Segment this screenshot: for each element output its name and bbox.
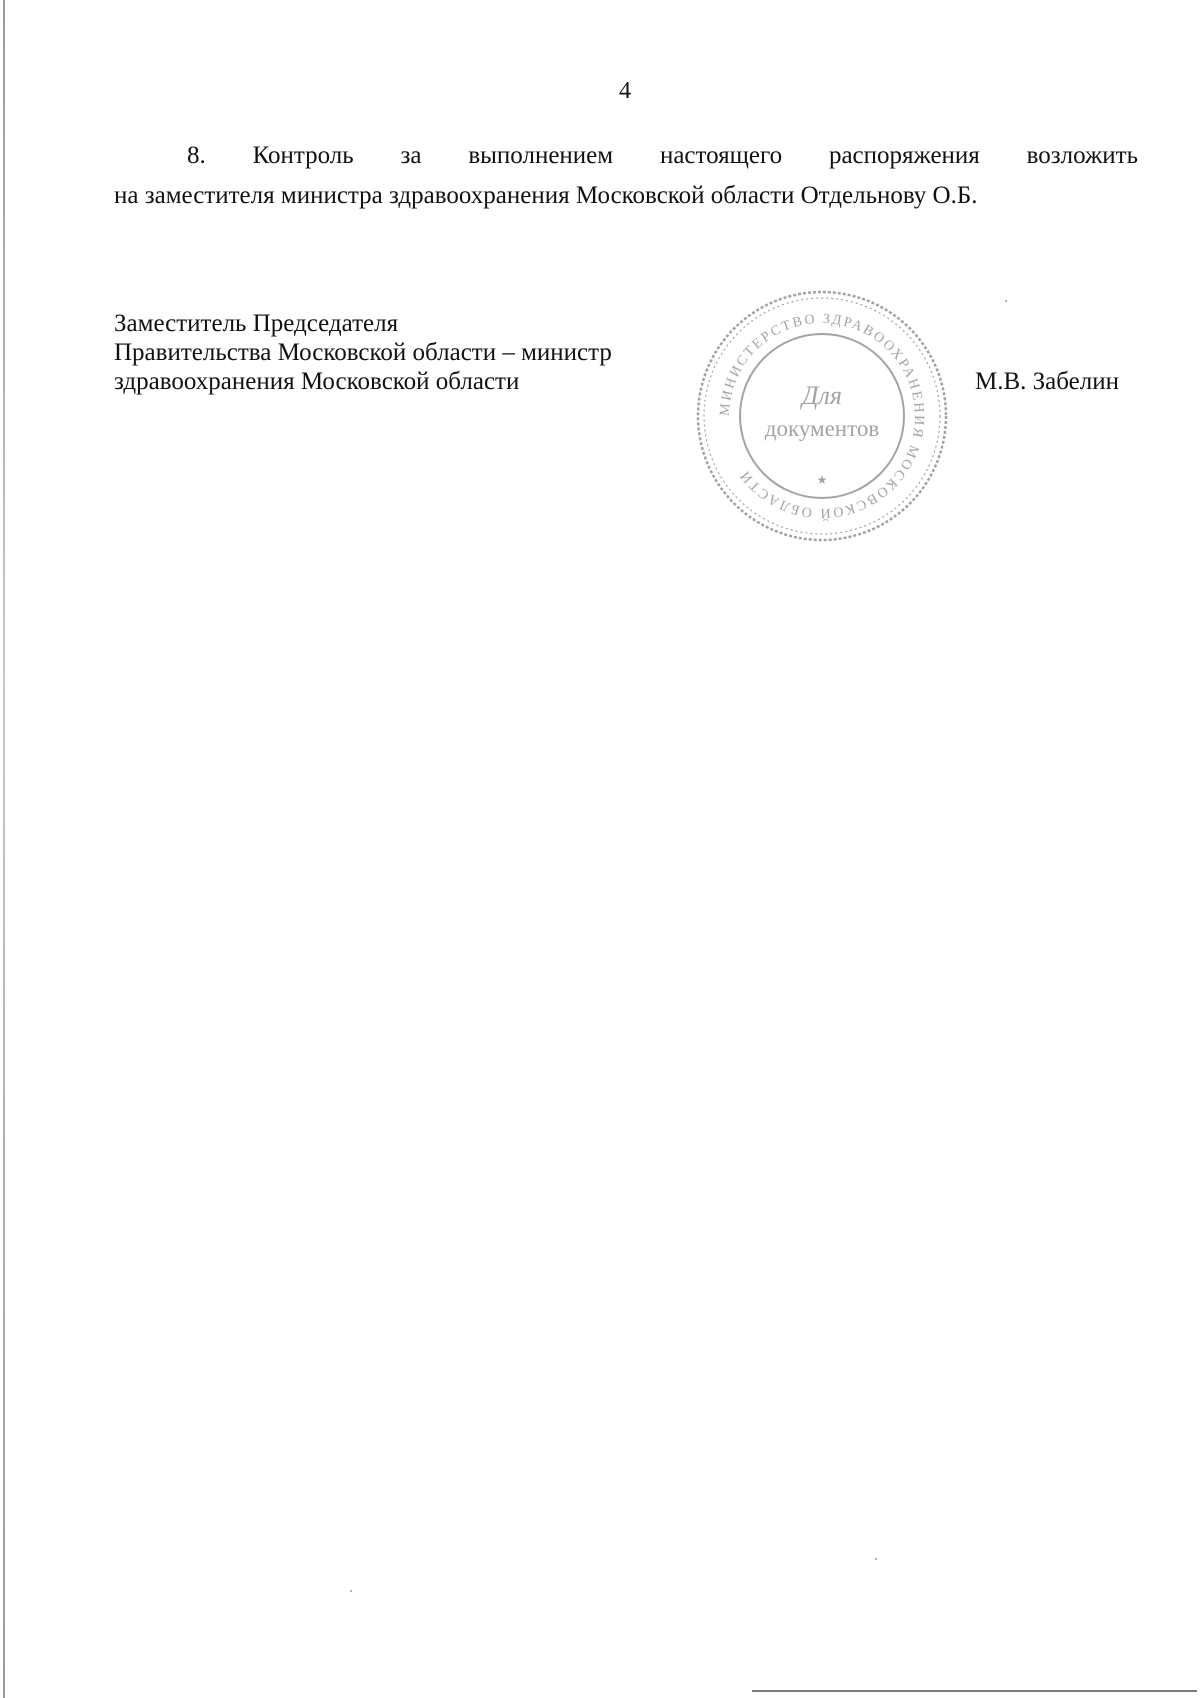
signer-name: М.В. Забелин [975, 368, 1119, 395]
scan-speck [1005, 300, 1007, 302]
signer-position-line-3: здравоохранения Московской области [114, 368, 520, 395]
stamp-text-line-2: документов [764, 416, 880, 441]
signer-position-line-1: Заместитель Председателя [114, 310, 399, 337]
page-bottom-edge [752, 1690, 1197, 1692]
stamp-ring-text: МИНИСТЕРСТВО ЗДРАВООХРАНЕНИЯ МОСКОВСКОЙ ОБЛАСТИ [717, 311, 927, 521]
scan-speck [350, 1590, 352, 1592]
stamp-star-icon: ★ [816, 473, 828, 487]
scan-speck [875, 1558, 877, 1560]
signer-position-line-2: Правительства Московской области – министр [114, 339, 612, 366]
paragraph-line-1: 8. Контроль за выполнением настоящего распоряжения возложить [187, 142, 1138, 169]
page-left-edge [3, 0, 5, 1698]
signer-position [114, 309, 612, 396]
official-stamp [692, 286, 952, 546]
stamp-text-line-1: Для [802, 381, 842, 410]
page-number: 4 [619, 78, 631, 104]
paragraph-line-2: на заместителя министра здравоохранения Московской области Отдельнову О.Б. [114, 182, 978, 209]
order-paragraph [114, 136, 1138, 216]
